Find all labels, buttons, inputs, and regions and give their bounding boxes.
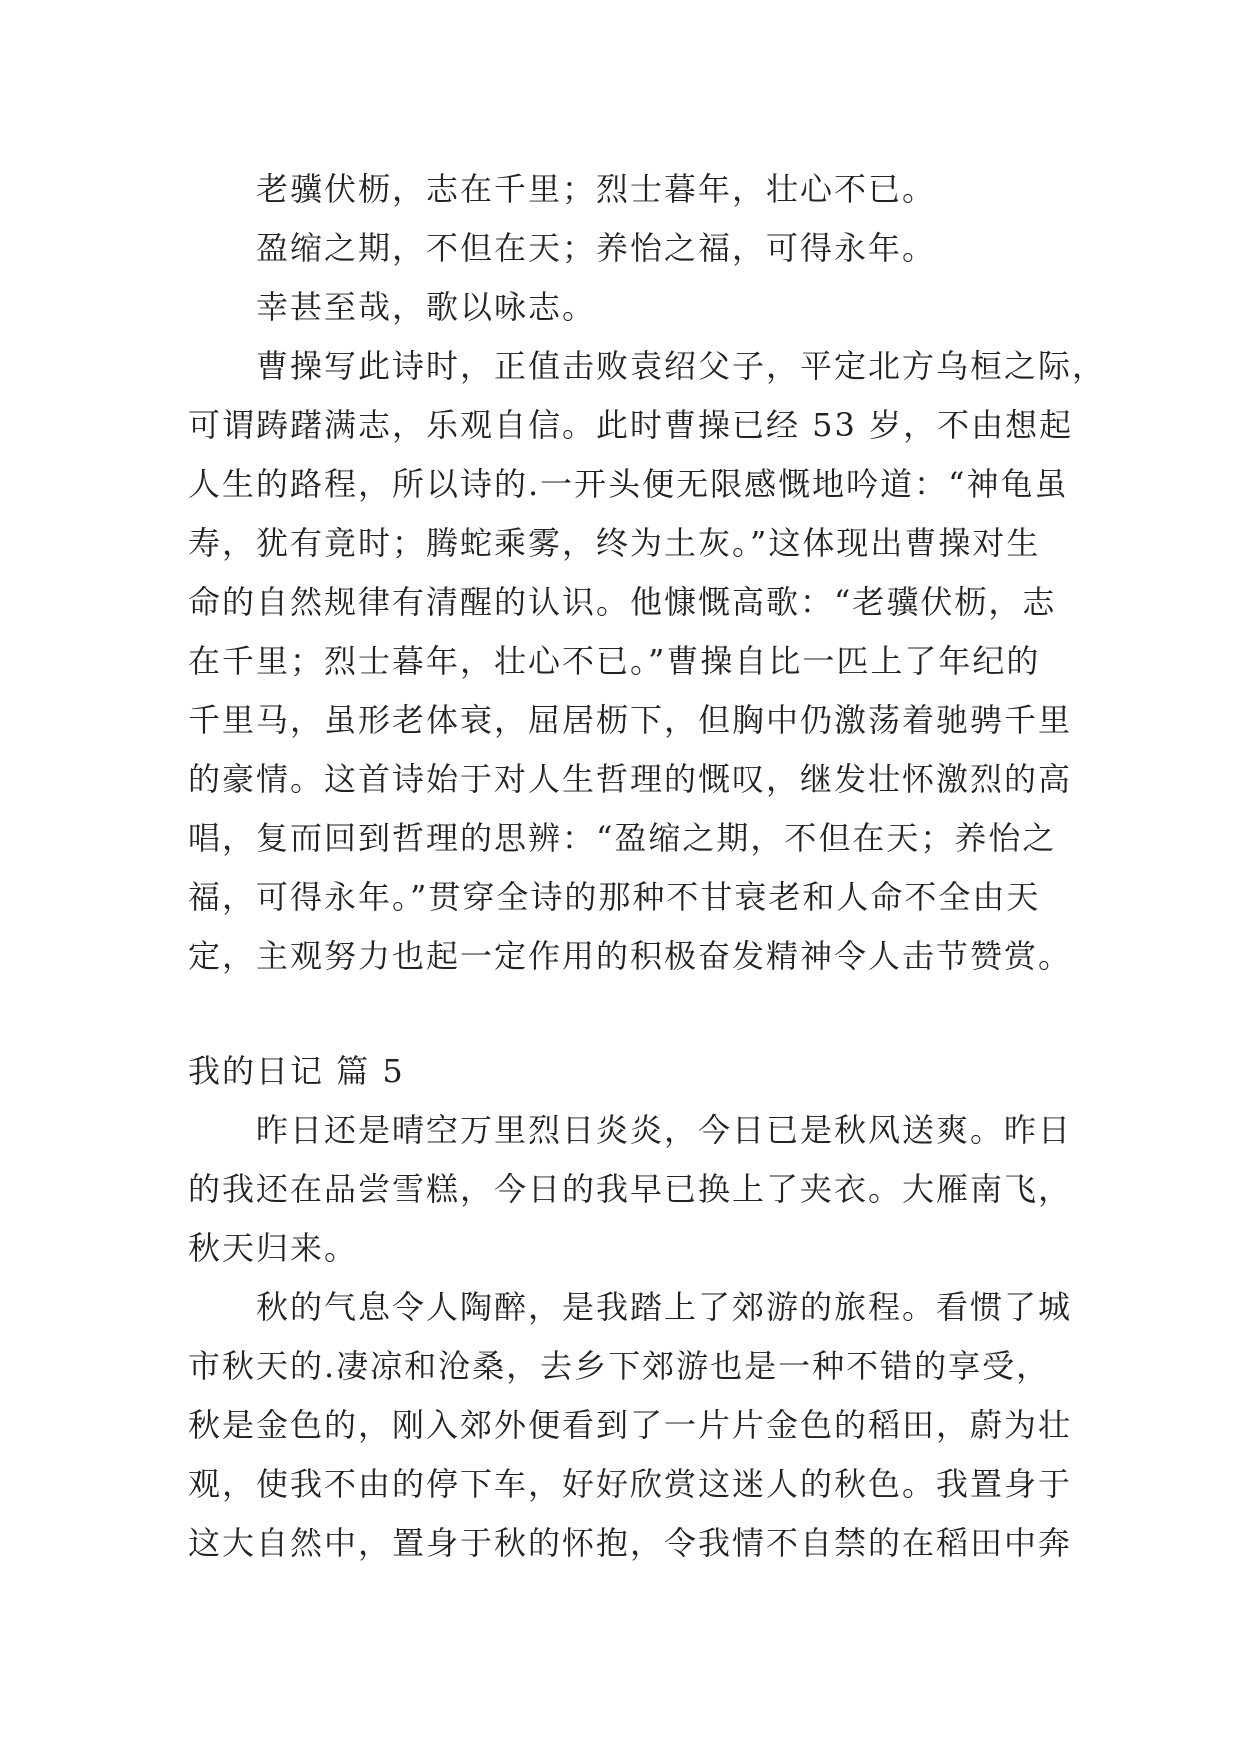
poem-line: 盈缩之期，不但在天；养怡之福，可得永年。 (256, 229, 937, 267)
diary-line: 昨日还是晴空万里烈日炎炎，今日已是秋风送爽。昨日 (256, 1111, 1073, 1149)
diary-line: 秋天归来。 (188, 1229, 359, 1267)
analysis-line: 唱，复而回到哲理的思辨：“盈缩之期，不但在天；养怡之 (188, 819, 1057, 857)
analysis-line: 定，主观努力也起一定作用的积极奋发精神令人击节赞赏。 (188, 937, 1073, 975)
analysis-line: 福，可得永年。”贯穿全诗的那种不甘衰老和人命不全由天 (188, 878, 1041, 916)
analysis-line: 可谓踌躇满志，乐观自信。此时曹操已经 53 岁，不由想起 (188, 406, 1074, 444)
poem-line: 老骥伏枥，志在千里；烈士暮年，壮心不已。 (256, 170, 937, 208)
diary-line: 这大自然中，置身于秋的怀抱，令我情不自禁的在稻田中奔 (188, 1524, 1073, 1562)
diary-line: 秋的气息令人陶醉，是我踏上了郊游的旅程。看惯了城 (256, 1288, 1073, 1326)
analysis-line: 寿，犹有竟时；腾蛇乘雾，终为土灰。”这体现出曹操对生 (188, 524, 1041, 562)
analysis-line: 曹操写此诗时，正值击败袁绍父子，平定北方乌桓之际， (256, 347, 1107, 385)
diary-line: 的我还在品尝雪糕，今日的我早已换上了夹衣。大雁南飞， (188, 1170, 1073, 1208)
diary-heading: 我的日记 篇 5 (188, 1052, 405, 1090)
diary-line: 市秋天的.凄凉和沧桑，去乡下郊游也是一种不错的享受， (188, 1347, 1051, 1385)
analysis-line: 人生的路程，所以诗的.一开头便无限感慨地吟道：“神龟虽 (188, 465, 1069, 503)
document-body (188, 160, 1107, 1573)
diary-line: 观，使我不由的停下车，好好欣赏这迷人的秋色。我置身于 (188, 1465, 1073, 1503)
analysis-line: 命的自然规律有清醒的认识。他慷慨高歌：“老骥伏枥，志 (188, 583, 1057, 621)
section-gap (188, 986, 1068, 1042)
diary-line: 秋是金色的，刚入郊外便看到了一片片金色的稻田，蔚为壮 (188, 1406, 1073, 1444)
analysis-line: 在千里；烈士暮年，壮心不已。”曹操自比一匹上了年纪的 (188, 642, 1041, 680)
analysis-line: 的豪情。这首诗始于对人生哲理的慨叹，继发壮怀激烈的高 (188, 760, 1073, 798)
poem-line: 幸甚至哉，歌以咏志。 (256, 288, 597, 326)
analysis-line: 千里马，虽形老体衰，屈居枥下，但胸中仍激荡着驰骋千里 (188, 701, 1073, 739)
